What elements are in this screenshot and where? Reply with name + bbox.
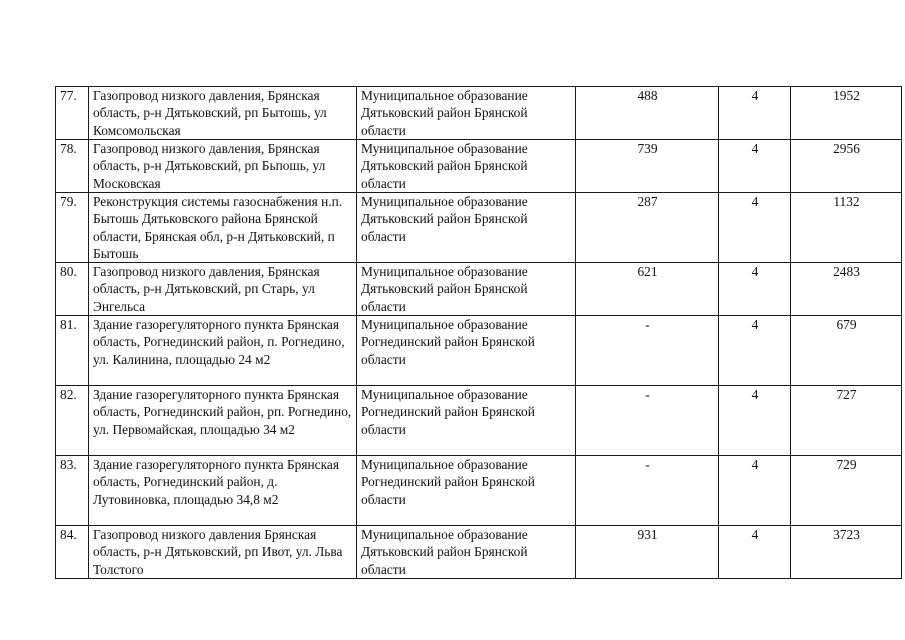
value-column-1: - — [576, 316, 719, 386]
value-column-2: 4 — [719, 526, 791, 579]
value-column-1: - — [576, 386, 719, 456]
property-registry-table — [55, 86, 902, 579]
value-column-2: 4 — [719, 386, 791, 456]
object-name: Здание газорегуляторного пункта Брянская область, Рогнединский район, п. Рогнедино, ул. Калинина, площадью 24 м2 — [89, 316, 357, 386]
value-column-2: 4 — [719, 316, 791, 386]
row-number: 78. — [56, 140, 89, 193]
table-row — [56, 87, 902, 140]
object-name: Газопровод низкого давления, Брянская область, р-н Дятьковский, рп Бьпошь, ул Московская — [89, 140, 357, 193]
value-column-2: 4 — [719, 87, 791, 140]
owner-name: Муниципальное образование Рогнединский район Брянской области — [357, 386, 576, 456]
table-row — [56, 140, 902, 193]
value-column-3: 1952 — [791, 87, 902, 140]
value-column-2: 4 — [719, 193, 791, 263]
table-row — [56, 386, 902, 456]
row-number: 84. — [56, 526, 89, 579]
value-column-3: 1132 — [791, 193, 902, 263]
value-column-1: 287 — [576, 193, 719, 263]
table-row — [56, 193, 902, 263]
owner-name: Муниципальное образование Рогнединский район Брянской области — [357, 316, 576, 386]
table-row — [56, 456, 902, 526]
object-name: Газопровод низкого давления, Брянская область, р-н Дятьковский, рп Старь, ул Энгельса — [89, 263, 357, 316]
value-column-1: - — [576, 456, 719, 526]
owner-name: Муниципальное образование Рогнединский район Брянской области — [357, 456, 576, 526]
owner-name: Муниципальное образование Дятьковский район Брянской области — [357, 263, 576, 316]
owner-name: Муниципальное образование Дятьковский район Брянской области — [357, 526, 576, 579]
object-name: Реконструкция системы газоснабжения н.п. Бытошь Дятьковского района Брянской области, Брянская обл, р-н Дятьковский, п Бытошь — [89, 193, 357, 263]
object-name: Здание газорегуляторного пункта Брянская область, Рогнединский район, д. Лутовиновка, площадью 34,8 м2 — [89, 456, 357, 526]
row-number: 81. — [56, 316, 89, 386]
value-column-3: 727 — [791, 386, 902, 456]
value-column-1: 739 — [576, 140, 719, 193]
value-column-2: 4 — [719, 263, 791, 316]
row-number: 79. — [56, 193, 89, 263]
row-number: 83. — [56, 456, 89, 526]
row-number: 77. — [56, 87, 89, 140]
owner-name: Муниципальное образование Дятьковский район Брянской области — [357, 87, 576, 140]
owner-name: Муниципальное образование Дятьковский район Брянской области — [357, 193, 576, 263]
table-row — [56, 526, 902, 579]
value-column-1: 488 — [576, 87, 719, 140]
row-number: 82. — [56, 386, 89, 456]
value-column-3: 3723 — [791, 526, 902, 579]
value-column-3: 679 — [791, 316, 902, 386]
value-column-2: 4 — [719, 140, 791, 193]
value-column-1: 621 — [576, 263, 719, 316]
table-row — [56, 263, 902, 316]
value-column-3: 729 — [791, 456, 902, 526]
object-name: Газопровод низкого давления, Брянская область, р-н Дятьковский, рп Бытошь, ул Комсомольская — [89, 87, 357, 140]
table-row — [56, 316, 902, 386]
value-column-3: 2956 — [791, 140, 902, 193]
value-column-2: 4 — [719, 456, 791, 526]
owner-name: Муниципальное образование Дятьковский район Брянской области — [357, 140, 576, 193]
row-number: 80. — [56, 263, 89, 316]
value-column-1: 931 — [576, 526, 719, 579]
value-column-3: 2483 — [791, 263, 902, 316]
object-name: Газопровод низкого давления Брянская область, р-н Дятьковский, рп Ивот, ул. Льва Толстого — [89, 526, 357, 579]
object-name: Здание газорегуляторного пункта Брянская область, Рогнединский район, рп. Рогнедино, ул. Первомайская, площадью 34 м2 — [89, 386, 357, 456]
